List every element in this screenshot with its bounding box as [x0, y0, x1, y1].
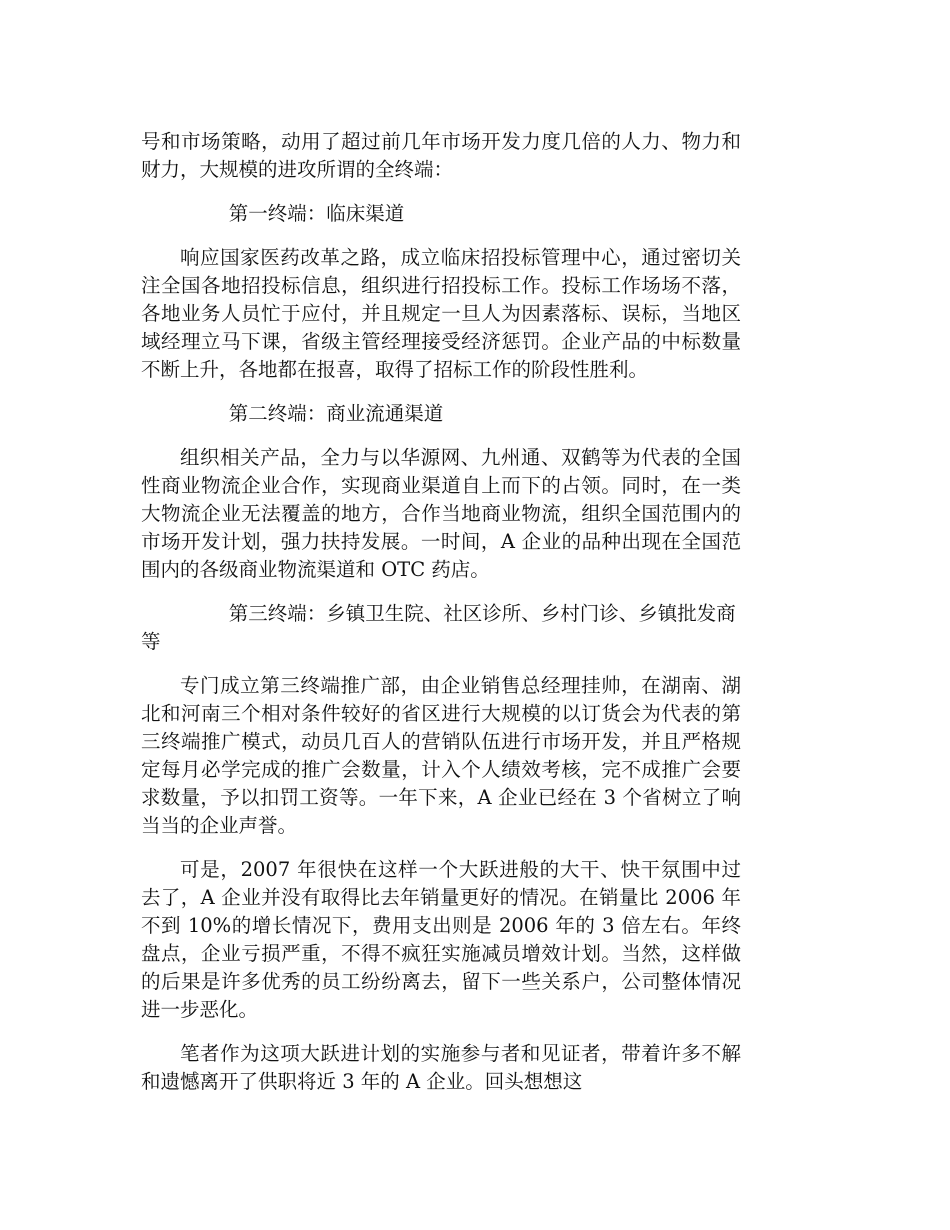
- paragraph-clinical-channel: 响应国家医药改革之路，成立临床招投标管理中心，通过密切关注全国各地招投标信息，组织进行招投标工作。投标工作场场不落，各地业务人员忙于应付，并且规定一旦人为因素落标、误标，当地区域经理立马下课，省级主管经理接受经济惩罚。企业产品的中标数量不断上升，各地都在报喜，取得了招标工作的阶段性胜利。: [141, 246, 741, 381]
- paragraph-intro: 号和市场策略，动用了超过前几年市场开发力度几倍的人力、物力和财力，大规模的进攻所谓的全终端：: [141, 130, 741, 181]
- heading-first-terminal: 第一终端：临床渠道: [228, 202, 405, 225]
- heading-second-terminal: 第二终端：商业流通渠道: [228, 402, 444, 425]
- paragraph-third-terminal-promotion: 专门成立第三终端推广部，由企业销售总经理挂帅，在湖南、湖北和河南三个相对条件较好的省区进行大规模的以订货会为代表的第三终端推广模式，动员几百人的营销队伍进行市场开发，并且严格规定每月必学完成的推广会数量，计入个人绩效考核，完不成推广会要求数量，予以扣罚工资等。一年下来，A 企业已经在 3 个省树立了响当当的企业声誉。: [141, 674, 741, 837]
- paragraph-author-reflection: 笔者作为这项大跃进计划的实施参与者和见证者，带着许多不解和遗憾离开了供职将近 3 年的 A 企业。回头想想这: [141, 1042, 741, 1093]
- heading-third-terminal: 第三终端：乡镇卫生院、社区诊所、乡村门诊、乡镇批发商等: [141, 602, 736, 653]
- document-body: [141, 128, 741, 1112]
- paragraph-2007-results: 可是，2007 年很快在这样一个大跃进般的大干、快干氛围中过去了，A 企业并没有取得比去年销量更好的情况。在销量比 2006 年不到 10%的增长情况下，费用支出则是 2006 年的 3 倍左右。年终盘点，企业亏损严重，不得不疯狂实施减员增效计划。当然，这样做的后果是许多优秀的员工纷纷离去，留下一些关系户，公司整体情况进一步恶化。: [141, 858, 741, 1021]
- paragraph-commercial-channel: 组织相关产品，全力与以华源网、九州通、双鹤等为代表的全国性商业物流企业合作，实现商业渠道自上而下的占领。同时，在一类大物流企业无法覆盖的地方，合作当地商业物流，组织全国范围内的市场开发计划，强力扶持发展。一时间，A 企业的品种出现在全国范围内的各级商业物流渠道和 OTC 药店。: [141, 446, 741, 581]
